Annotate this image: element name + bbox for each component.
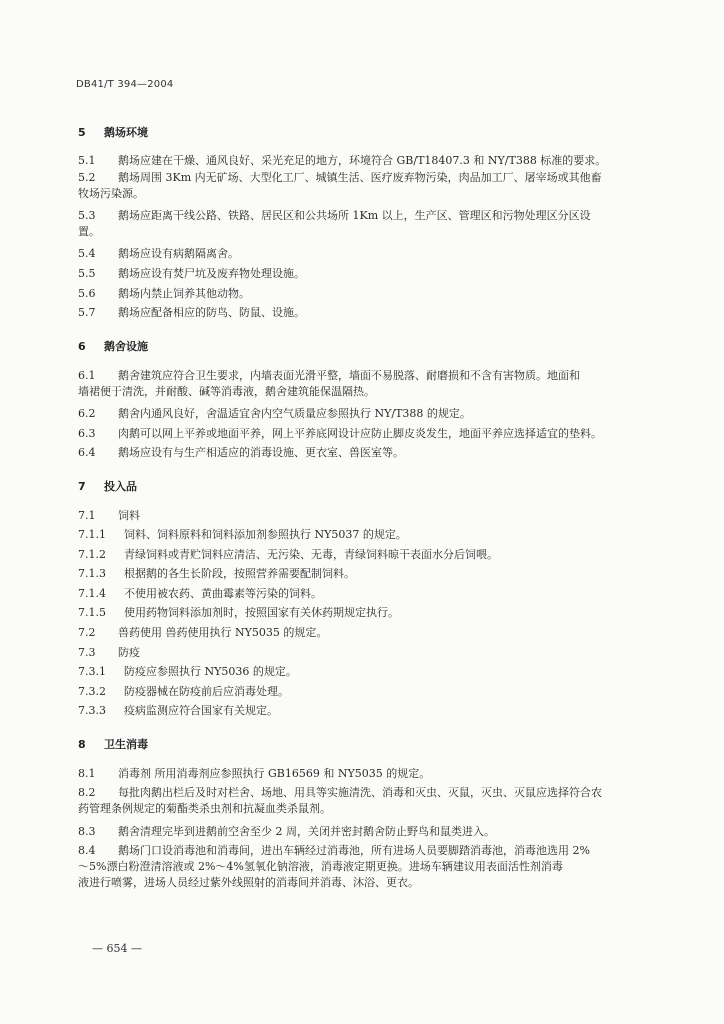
clause-5-3: 5.3 鹅场应距离干线公路、铁路、居民区和公共场所 1Km 以上，生产区、管理区和污物处理区分区设 置。 <box>78 209 591 238</box>
clause-6-4: 6.4 鹅场应设有与生产相适应的消毒设施、更衣室、兽医室等。 <box>78 446 404 459</box>
clause-8-3: 8.3 鹅舍清理完毕到进鹅前空舍至少 2 周，关闭并密封鹅舍防止野鸟和鼠类进入。 <box>78 825 495 838</box>
clause-6-3: 6.3 肉鹅可以网上平养或地面平养，网上平养底网设计应防止脚皮炎发生，地面平养应选择适宜的垫料。 <box>78 427 602 440</box>
standard-header: DB41/T 394—2004 <box>76 79 174 90</box>
clause-5-6: 5.6 鹅场内禁止饲养其他动物。 <box>78 287 250 300</box>
clause-7-1-2: 7.1.2 青绿饲料或青贮饲料应清洁、无污染、无毒，青绿饲料晾干表面水分后饲喂。 <box>78 548 498 561</box>
clause-7-3-2: 7.3.2 防疫器械在防疫前后应消毒处理。 <box>78 685 289 698</box>
clause-6-1: 6.1 鹅舍建筑应符合卫生要求，内墙表面光滑平整，墙面不易脱落、耐磨损和不含有害物质。地面和 墙裙便于清洗，并耐酸、碱等消毒液，鹅舍建筑能保温隔热。 <box>78 369 580 398</box>
clause-7-3-1: 7.3.1 防疫应参照执行 NY5036 的规定。 <box>78 665 297 678</box>
section-title: 5 鹅场环境 <box>78 126 148 139</box>
clause-7-3-3: 7.3.3 疫病监测应符合国家有关规定。 <box>78 704 278 717</box>
clause-8-2: 8.2 每批肉鹅出栏后及时对栏舍、场地、用具等实施清洗、消毒和灭虫、灭鼠，灭虫、灭鼠应选择符合农 药管理条例规定的菊酯类杀虫剂和抗凝血类杀鼠剂。 <box>78 786 602 815</box>
clause-8-4: 8.4 鹅场门口设消毒池和消毒间，进出车辆经过消毒池，所有进场人员要脚踏消毒池，消毒池选用 2% ～5%漂白粉澄清溶液或 2%～4%氢氧化钠溶液，消毒液定期更换。进场车辆建议用表面活性剂消毒 液进行喷雾，进场人员经过紫外线照射的消毒间并消毒、沐浴、更衣。 <box>78 844 590 889</box>
clause-6-2: 6.2 鹅舍内通风良好，舍温适宜舍内空气质量应参照执行 NY/T388 的规定。 <box>78 407 471 420</box>
clause-7-1-1: 7.1.1 饲料、饲料原料和饲料添加剂参照执行 NY5037 的规定。 <box>78 528 407 541</box>
clause-5-5: 5.5 鹅场应设有焚尸坑及废弃物处理设施。 <box>78 267 305 280</box>
clause-7-2: 7.2 兽药使用 兽药使用执行 NY5035 的规定。 <box>78 626 328 639</box>
clause-5-4: 5.4 鹅场应设有病鹅隔离舍。 <box>78 247 239 260</box>
clause-7-1-5: 7.1.5 使用药物饲料添加剂时，按照国家有关休药期规定执行。 <box>78 606 399 619</box>
clause-8-1: 8.1 消毒剂 所用消毒剂应参照执行 GB16569 和 NY5035 的规定。 <box>78 767 431 780</box>
page-number: — 654 — <box>92 942 142 955</box>
section-title: 6 鹅舍设施 <box>78 340 148 353</box>
clause-7-1-3: 7.1.3 根据鹅的各生长阶段，按照营养需要配制饲料。 <box>78 567 355 580</box>
section-title: 7 投入品 <box>78 480 137 493</box>
clause-5-2: 5.2 鹅场周围 3Km 内无矿场、大型化工厂、城镇生活、医疗废弃物污染，肉品加工厂、屠宰场或其他畜 牧场污染源。 <box>78 171 602 200</box>
section-title: 8 卫生消毒 <box>78 738 148 751</box>
clause-7-1: 7.1 饲料 <box>78 509 140 522</box>
clause-7-3: 7.3 防疫 <box>78 646 140 659</box>
clause-5-7: 5.7 鹅场应配备相应的防鸟、防鼠、设施。 <box>78 306 305 319</box>
clause-5-1: 5.1 鹅场应建在干燥、通风良好、采光充足的地方，环境符合 GB/T18407.3 和 NY/T388 标准的要求。 <box>78 154 607 167</box>
clause-7-1-4: 7.1.4 不使用被农药、黄曲霉素等污染的饲料。 <box>78 587 322 600</box>
